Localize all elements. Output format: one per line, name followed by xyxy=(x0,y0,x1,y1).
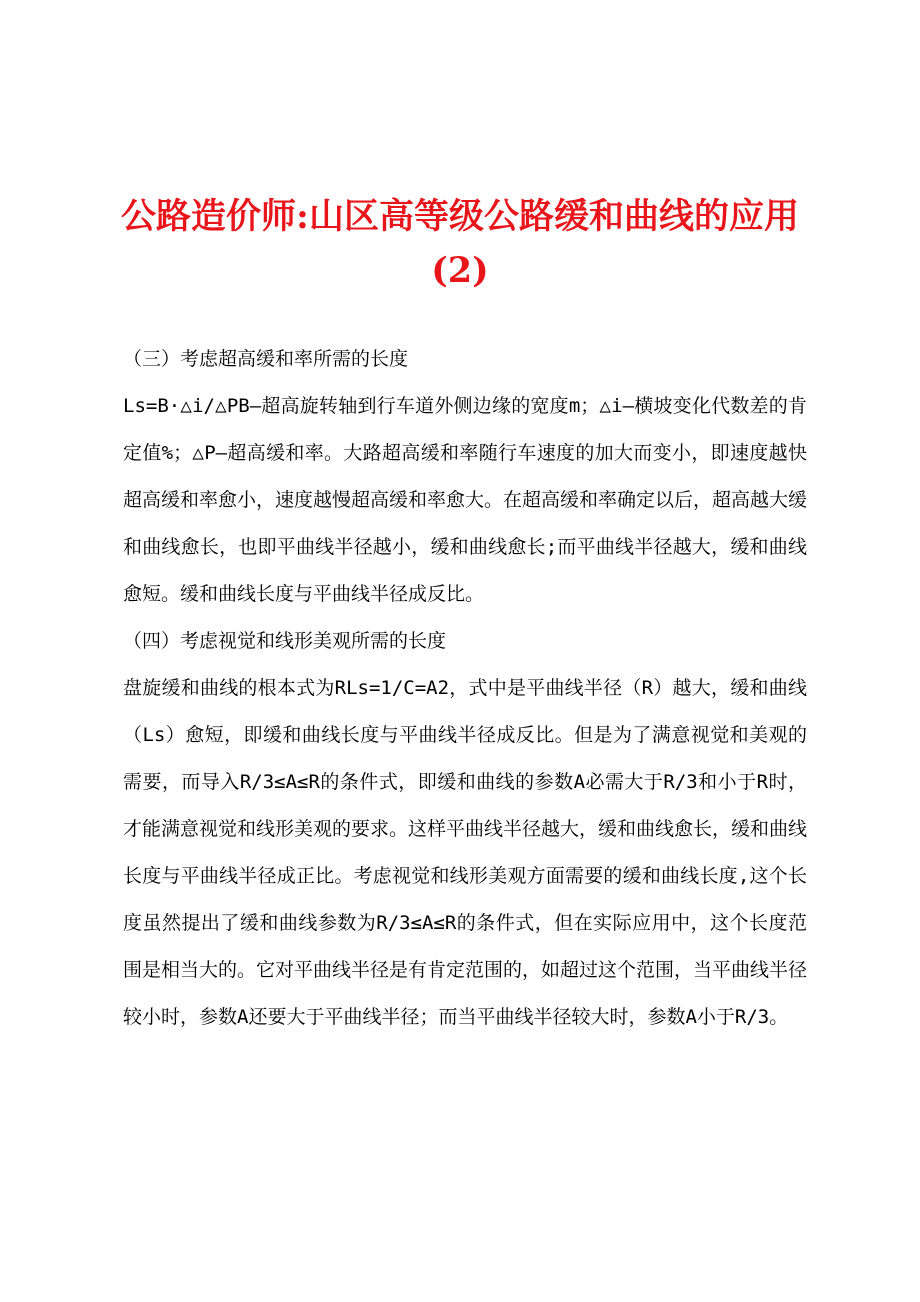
document-body xyxy=(123,336,807,1041)
document-title-suffix: (2) xyxy=(431,250,489,291)
section-heading-3: （三）考虑超高缓和率所需的长度 xyxy=(123,348,409,370)
section-paragraph-3: Ls=B·△i/△PB—超高旋转轴到行车道外侧边缘的宽度m；△i—横坡变化代数差的肯定值%；△P—超高缓和率。大路超高缓和率随行车速度的加大而变小，即速度越快超高缓和率愈小，速度越慢超高缓和率愈大。在超高缓和率确定以后，超高越大缓和曲线愈长，也即平曲线半径越小，缓和曲线愈长;而平曲线半径越大，缓和曲线愈短。缓和曲线长度与平曲线半径成反比。 xyxy=(123,395,808,605)
section-heading-4: （四）考虑视觉和线形美观所需的长度 xyxy=(123,630,447,652)
section-paragraph-4: 盘旋缓和曲线的根本式为RLs=1/C=A2，式中是平曲线半径（R）越大，缓和曲线（Ls）愈短，即缓和曲线长度与平曲线半径成反比。但是为了满意视觉和美观的需要，而导入R/3≤A≤R的条件式，即缓和曲线的参数A必需大于R/3和小于R时，才能满意视觉和线形美观的要求。这样平曲线半径越大，缓和曲线愈长，缓和曲线长度与平曲线半径成正比。考虑视觉和线形美观方面需要的缓和曲线长度,这个长度虽然提出了缓和曲线参数为R/3≤A≤R的条件式，但在实际应用中，这个长度范围是相当大的。它对平曲线半径是有肯定范围的，如超过这个范围，当平曲线半径较小时，参数A还要大于平曲线半径；而当平曲线半径较大时，参数A小于R/3。 xyxy=(123,677,808,1028)
document-title: 公路造价师:山区高等级公路缓和曲线的应用 xyxy=(121,196,799,237)
